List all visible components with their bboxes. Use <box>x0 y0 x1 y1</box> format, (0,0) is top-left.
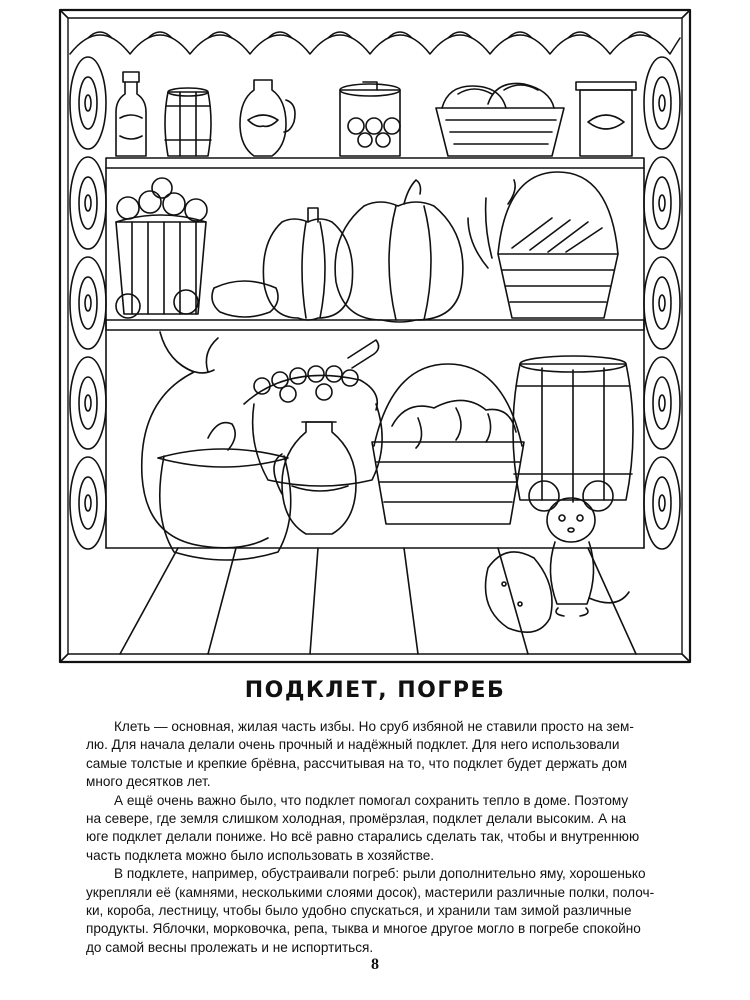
right-log-wall <box>644 57 680 549</box>
middle-shelf-items <box>116 172 618 322</box>
text-line: В подклете, например, обустраивали погреб: рыли дополнительно яму, хорошенько <box>114 866 646 882</box>
page-title: ПОДКЛЕТ, ПОГРЕБ <box>244 678 506 703</box>
text-line: юге подклет делали пониже. Но всё равно старались сделать так, чтобы и внутреннюю <box>86 829 640 845</box>
text-line: часть подклета можно было использовать в хозяйстве. <box>86 847 435 863</box>
text-line: самые толстые и крепкие брёвна, рассчитывая на то, что подклет будет держать дом <box>86 755 628 771</box>
text-line: продукты. Яблочки, морковочка, репа, тыква и многое другое могло в погребе спокойно <box>86 921 641 937</box>
top-arches <box>70 32 680 54</box>
body-text <box>86 718 670 957</box>
text-line: А ещё очень важно было, что подклет помогал сохранить тепло в доме. Поэтому <box>114 792 629 808</box>
left-log-wall <box>70 57 106 549</box>
text-line: лю. Для начала делали очень прочный и надёжный подклет. Для него использовали <box>86 737 620 753</box>
floor-boards <box>106 548 644 654</box>
text-line: до самой весны пролежать и не испортиться. <box>86 939 374 955</box>
text-line: много десятков лет. <box>86 774 211 790</box>
text-line: укрепляли её (камнями, несколькими слоями досок), мастерили различные полки, полоч- <box>86 884 655 900</box>
text-line: ки, короба, лестницу, чтобы было удобно спускаться, и хранили там зимой различные <box>86 903 632 919</box>
text-line: Клеть — основная, жилая часть избы. Но сруб избяной не ставили просто на зем- <box>114 719 634 734</box>
top-shelf-items <box>116 72 636 156</box>
page-number: 8 <box>371 956 379 973</box>
lower-items <box>142 332 633 632</box>
cellar-illustration <box>58 8 692 664</box>
text-line: на севере, где земля слишком холодная, промёрзлая, подклет делали высоким. А на <box>86 811 627 827</box>
